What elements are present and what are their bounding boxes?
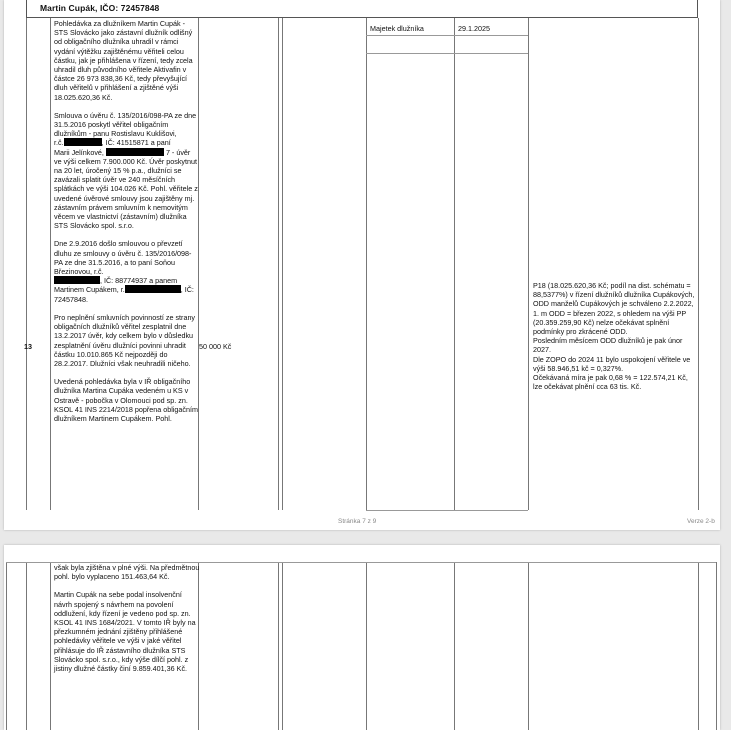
- description-line: [54, 138, 200, 147]
- column-divider: [528, 562, 529, 730]
- creditor-header-title: Martin Cupák, IČO: 72457848: [40, 3, 160, 13]
- description-paragraph: Uvedená pohledávka byla v IŘ obligačního dlužníka Martina Cupáka vedeném u KS v Ostravě - pobočka v Olomouci pod sp. zn. KSOL 41 INS 2214/2018 popřena obligačním dlužníkem Martinem Cupákem. Pohl.: [54, 377, 198, 423]
- description-text: 7 - úvěr: [165, 147, 191, 157]
- asset-type-label: Majetek dlužníka: [370, 24, 424, 33]
- description-paragraph: Pro neplnění smluvních povinností ze strany obligačních dlužníků věřitel zesplatnil dne 13.2.2017 úvěr, kdy celkem bylo v důsledku zesplatnění úvěru dlužníci povinni uhradit částku 10.010.865 Kč nejpozději do 28.2.2017. Dlužníci však neuhradili ničeho.: [54, 312, 196, 368]
- description-paragraph: Martin Cupák na sebe podal insolvenční návrh spojený s návrhem na povolení oddlužení, kdy řízení je vedeno pod sp. zn. KSOL 41 INS 1684/2021. V tomto IŘ byly na přezkumném jednání zjištěny přihlášené pohledávky věřitele ve výši v jaké věřitel přihlásuje do IŘ zástavního dlužníka STS Slovácko spol. s.r.o., kdy výše dílčí pohl. z jistiny dlužné částky činí 9.859.401,36 Kč.: [54, 590, 196, 674]
- redaction-block: [125, 285, 181, 293]
- redaction-block: [54, 276, 100, 284]
- column-divider: [366, 562, 367, 730]
- claim-description-continued: [54, 563, 200, 673]
- column-divider: [282, 562, 283, 730]
- cell-line: [366, 53, 528, 54]
- column-divider: [282, 18, 283, 510]
- redaction-block: [64, 138, 102, 146]
- column-divider: [50, 18, 51, 510]
- description-text: Marii Jelínkové,: [54, 147, 104, 157]
- column-divider: [278, 18, 279, 510]
- table-border-left: [26, 18, 27, 510]
- table-border-left: [6, 562, 7, 730]
- column-divider: [454, 562, 455, 730]
- redaction-block: [106, 148, 164, 156]
- column-divider: [698, 562, 699, 730]
- description-paragraph: Dne 2.9.2016 došlo smlouvou o převzetí dluhu ze smlouvy o úvěru č. 135/2016/098-PA ze dne 31.5.2016, a to paní Soňou Březinovou, r.č.: [54, 239, 192, 277]
- description-line: [54, 276, 200, 285]
- claim-description: [54, 19, 200, 423]
- note-paragraph: Posledním měsícem ODD dlužníků je pak únor 2027.: [533, 336, 683, 355]
- description-line: [54, 148, 200, 157]
- column-divider: [26, 562, 27, 730]
- description-paragraph: Smlouva o úvěru č. 135/2016/098-PA ze dne 31.5.2016 poskytl věřitel obligačním dlužníkům - panu Rostislavu Kuklišovi,: [54, 110, 197, 139]
- description-text: Martinem Cupákem, r.: [54, 285, 125, 295]
- description-text: , IČ:: [180, 285, 194, 295]
- description-text: , IČ: 41515871 a paní: [101, 138, 171, 148]
- document-page-7: [4, 0, 720, 530]
- column-divider: [278, 562, 279, 730]
- assessment-note: [533, 281, 697, 391]
- document-page-8: [4, 545, 720, 730]
- description-paragraph: však byla zjištěna v plné výši. Na předmětnou pohl. bylo vyplaceno 151.463,64 Kč.: [54, 563, 200, 582]
- cell-line: [366, 510, 528, 511]
- cell-line: [366, 35, 528, 36]
- note-paragraph: Dle ZOPO do 2024 11 bylo uspokojení věřitele ve výši 58.946,51 kč = 0,327%.: [533, 354, 691, 373]
- description-paragraph: ve výši celkem 7.900.000 Kč. Úvěr poskytnut na 20 let, úročený 15 % p.a., dlužníci se zavázali splatit úvěr ve 240 měsíčních splátkách ve výši 104.026 Kč. Pohl. věřitele z uvedené úvěrové smlouvy jsou zajištěny mj. zástavním právem smluvním k nemovitým věcem ve vlastnictví (zástavním) dlužníka STS Slovácko spol. s.r.o.: [54, 156, 198, 231]
- description-line: [54, 285, 200, 294]
- table-border-right: [716, 562, 717, 730]
- description-paragraph: 72457848.: [54, 294, 88, 304]
- description-text: r.č.: [54, 138, 64, 148]
- column-divider: [454, 18, 455, 510]
- record-date: 29.1.2025: [458, 24, 490, 33]
- row-number: 13: [24, 342, 32, 351]
- column-divider: [528, 18, 529, 510]
- column-divider: [366, 18, 367, 510]
- column-divider: [50, 562, 51, 730]
- description-text: , IČ: 88774937 a panem: [100, 276, 178, 286]
- note-paragraph: P18 (18.025.620,36 Kč; podíl na dist. schématu = 88,5377%) v řízení dlužníků dlužníka Cupákových, ODD manželů Cupákových je schváleno 2.2.2022, 1. m ODD = březen 2022, s ohledem na výši PP (20.359.259,90 Kč) nelze očekávat splnění podmínky pro zkrácené ODD.: [533, 281, 695, 337]
- page-number: Stránka 7 z 9: [338, 518, 377, 525]
- table-border-right: [698, 18, 699, 510]
- version-label: Verze 2-b: [687, 518, 715, 525]
- claim-amount: 50 000 Kč: [199, 342, 232, 351]
- description-paragraph: Pohledávka za dlužníkem Martin Cupák - STS Slovácko jako zástavní dlužník odlišný od obligačního dlužníka uhradil v rámci vydání výtěžku zajištěnému věřiteli celou částku, jak je přihlášena v řízení, tedy zcela uhradil dluh původního věřitele Aktivafin v částce 26 973 838,36 Kč, tedy převyšující dluh věřitelů v přihlášení a zjištěné výši 18.025.620,36 Kč.: [54, 19, 193, 102]
- note-paragraph: Očekávaná míra je pak 0,68 % = 122.574,21 Kč, lze očekávat plnění cca 63 tis. Kč.: [533, 373, 688, 392]
